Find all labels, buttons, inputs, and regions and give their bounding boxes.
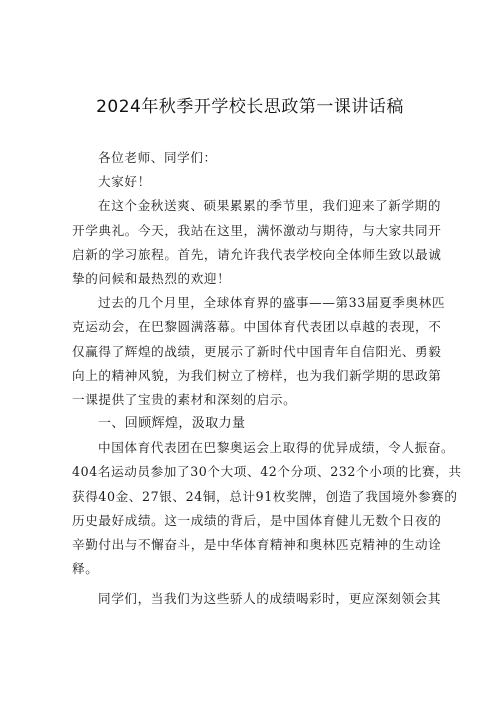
section-heading: 一、回顾辉煌，汲取力量 xyxy=(98,416,246,432)
document-title: 2024年秋季开学校长思政第一课讲话稿 xyxy=(96,97,404,117)
paragraph-line: 克运动会，在巴黎圆满落幕。中国体育代表团以卓越的表现，不 xyxy=(72,319,442,335)
paragraph-line: 挚的问候和最热烈的欢迎！ xyxy=(72,270,231,286)
paragraph-line: 在这个金秋送爽、硕果累累的季节里，我们迎来了新学期的 xyxy=(98,198,442,214)
document-body xyxy=(72,146,462,612)
paragraph-line: 开学典礼。今天，我站在这里，满怀激动与期待，与大家共同开 xyxy=(72,222,442,238)
paragraph-line: 启新的学习旅程。首先，请允许我代表学校向全体师生致以最诚 xyxy=(72,246,442,262)
paragraph-line: 一课提供了宝贵的素材和深刻的启示。 xyxy=(72,391,297,407)
paragraph-line: 辛勤付出与不懈奋斗，是中华体育精神和奥林匹克精神的生动诠 xyxy=(72,537,442,552)
greeting: 大家好！ xyxy=(98,174,151,190)
paragraph-line: 过去的几个月里，全球体育界的盛事——第33届夏季奥林匹 xyxy=(98,295,446,311)
paragraph-line: 获得40金、27银、24铜，总计91枚奖牌，创造了我国境外参赛的 xyxy=(72,488,458,504)
paragraph-line: 同学们，当我们为这些骄人的成绩喝彩时，更应深刻领会其 xyxy=(98,591,442,607)
salutation: 各位老师、同学们： xyxy=(98,150,217,165)
paragraph-line: 404名运动员参加了30个大项、42个分项、232个小项的比赛，共 xyxy=(72,464,462,480)
paragraph-line: 仅赢得了辉煌的战绩，更展示了新时代中国青年自信阳光、勇毅 xyxy=(72,343,442,359)
paragraph-line: 中国体育代表团在巴黎奥运会上取得的优异成绩，令人振奋。 xyxy=(98,440,455,456)
paragraph-line: 向上的精神风貌，为我们树立了榜样，也为我们新学期的思政第 xyxy=(72,367,442,383)
paragraph-line: 历史最好成绩。这一成绩的背后，是中国体育健儿无数个日夜的 xyxy=(72,512,442,528)
paragraph-line: 释。 xyxy=(72,561,99,577)
